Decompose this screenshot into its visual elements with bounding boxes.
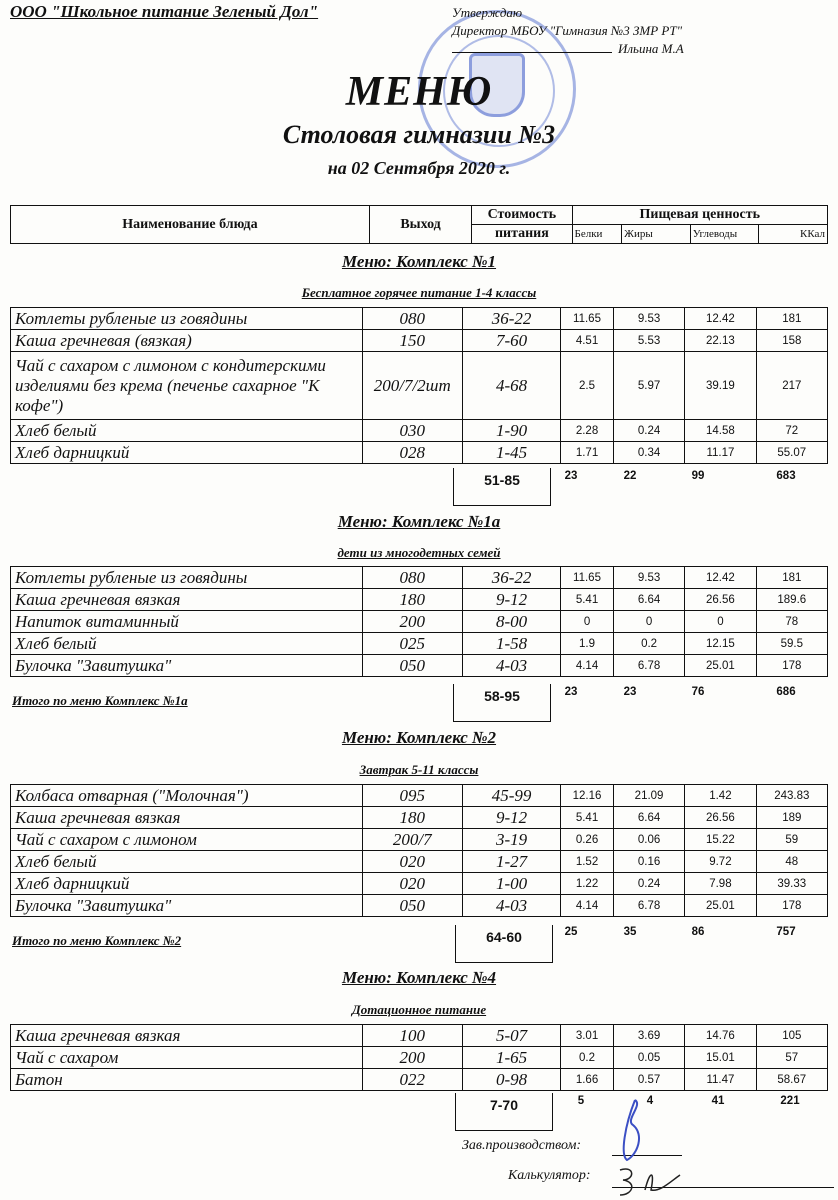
table-row: Котлеты рубленые из говядины 080 36-22 11.65 9.53 12.42 181 [11,567,828,589]
table-row: Хлеб белый 025 1-58 1.9 0.2 12.15 59.5 [11,633,828,655]
total-proteins: 25 [564,926,578,938]
table-row: Каша гречневая вязкая 100 5-07 3.01 3.69 14.76 105 [11,1025,828,1047]
section-title: Меню: Комплекс №4 [341,968,497,987]
table-row: Котлеты рубленые из говядины 080 36-22 11.65 9.53 12.42 181 [11,308,828,330]
col-fats: Жиры [622,225,691,244]
total-kcal: 683 [776,470,796,482]
table-row: Хлеб дарницкий 028 1-45 1.71 0.34 11.17 55.07 [11,442,828,464]
total-carbs: 86 [691,926,705,938]
total-kcal: 686 [776,686,796,698]
table-row: Напиток витаминный 200 8-00 0 0 0 78 [11,611,828,633]
total-carbs: 99 [691,470,705,482]
total-cost: 64-60 [455,925,553,963]
section-title: Меню: Комплекс №1а [337,512,501,531]
table-header [10,205,828,244]
director-name: Ильина М.А [618,41,684,56]
table-row: Чай с сахаром с лимоном 200/7 3-19 0.26 0.06 15.22 59 [11,829,828,851]
signature-icon [615,1160,685,1200]
table-row: Чай с сахаром с лимоном с кондитерскими изделиями без крема (печенье сахарное "К кофе") 200/7/2шт 4-68 2.5 5.97 39.19 217 [11,352,828,420]
total-proteins: 5 [577,1095,585,1107]
page-subtitle: Столовая гимназии №3 [282,120,556,149]
section-title: Меню: Комплекс №2 [341,728,497,747]
menu-table-complex-2 [10,784,828,917]
total-label: Итого по меню Комплекс №2 [12,933,182,948]
total-cost: 58-95 [453,684,551,722]
total-kcal: 757 [776,926,796,938]
total-cost: 7-70 [455,1093,553,1131]
total-proteins: 23 [564,470,578,482]
total-label: Итого по меню Комплекс №1а [12,693,188,708]
table-row: Булочка "Завитушка" 050 4-03 4.14 6.78 25.01 178 [11,895,828,917]
col-cost-2: питания [472,225,572,244]
section-title: Меню: Комплекс №1 [341,252,497,271]
col-cost-1: Стоимость [472,206,572,225]
approval-block [452,4,684,58]
menu-table-complex-1 [10,307,828,464]
table-row: Колбаса отварная ("Молочная") 095 45-99 12.16 21.09 1.42 243.83 [11,785,828,807]
table-row: Каша гречневая (вязкая) 150 7-60 4.51 5.53 22.13 158 [11,330,828,352]
director-line: Директор МБОУ "Гимназия №3 ЗМР РТ" [452,23,683,38]
table-row: Каша гречневая вязкая 180 9-12 5.41 6.64 26.56 189 [11,807,828,829]
organization-name: ООО "Школьное питание Зеленый Дол" [10,2,319,21]
section-subtitle: Завтрак 5-11 классы [359,762,479,777]
section-subtitle: Бесплатное горячее питание 1-4 классы [301,285,537,300]
menu-table-complex-1a [10,566,828,677]
signature-icon [615,1095,655,1165]
table-row: Хлеб белый 030 1-90 2.28 0.24 14.58 72 [11,420,828,442]
total-fats: 35 [623,926,637,938]
table-row: Каша гречневая вязкая 180 9-12 5.41 6.64 26.56 189.6 [11,589,828,611]
table-row: Хлеб белый 020 1-27 1.52 0.16 9.72 48 [11,851,828,873]
signature-line [452,52,612,53]
section-subtitle: Дотационное питание [351,1002,487,1017]
col-carbs: Углеводы [690,225,759,244]
table-row: Булочка "Завитушка" 050 4-03 4.14 6.78 25.01 178 [11,655,828,677]
menu-date: на 02 Сентября 2020 г. [327,158,511,178]
total-kcal: 221 [780,1095,800,1107]
total-fats: 23 [623,686,637,698]
total-cost: 51-85 [453,468,551,506]
menu-table-complex-4 [10,1024,828,1091]
section-subtitle: дети из многодетных семей [337,545,501,560]
table-row: Чай с сахаром 200 1-65 0.2 0.05 15.01 57 [11,1047,828,1069]
col-nutrition: Пищевая ценность [572,206,827,225]
total-carbs: 41 [711,1095,725,1107]
total-fats: 22 [623,470,637,482]
total-proteins: 23 [564,686,578,698]
table-row: Хлеб дарницкий 020 1-00 1.22 0.24 7.98 39.33 [11,873,828,895]
approve-label: Утверждаю [452,5,523,20]
total-fats: 4 [646,1095,654,1107]
table-row: Батон 022 0-98 1.66 0.57 11.47 58.67 [11,1069,828,1091]
col-proteins: Белки [572,225,622,244]
col-kcal: ККал [759,225,828,244]
calculator-label: Калькулятор: [508,1168,591,1183]
total-carbs: 76 [691,686,705,698]
page-title: МЕНЮ [345,69,493,115]
production-head-label: Зав.производством: [462,1138,582,1153]
col-name: Наименование блюда [11,206,370,244]
col-output: Выход [369,206,471,244]
